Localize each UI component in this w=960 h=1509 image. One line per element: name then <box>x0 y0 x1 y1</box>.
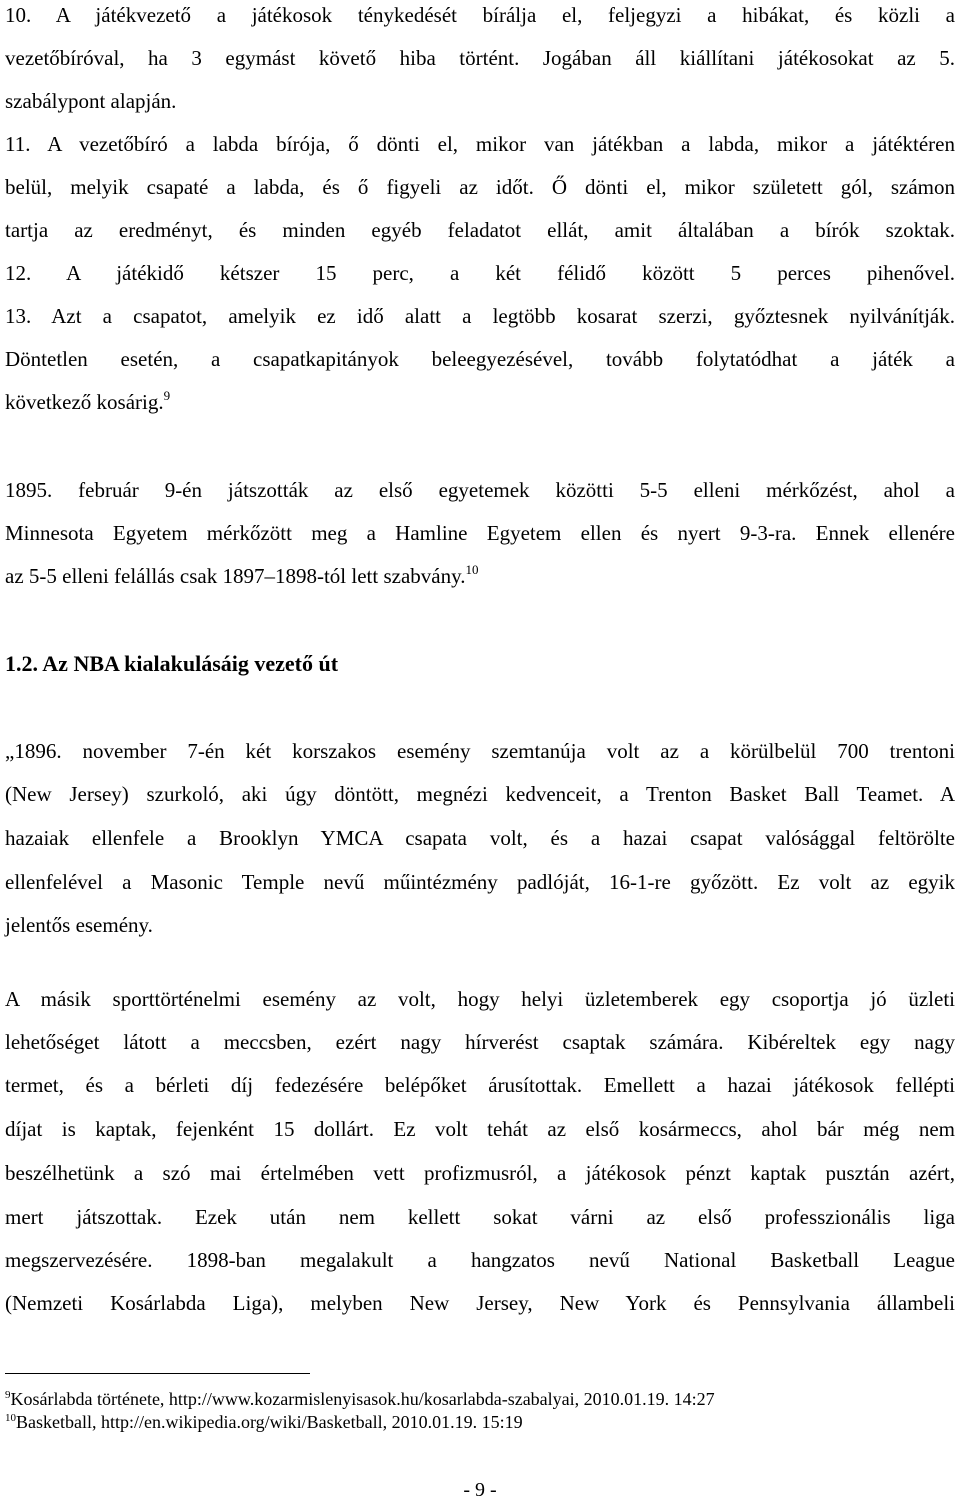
text-line: szabálypont alapján. <box>5 89 177 113</box>
text-line <box>5 563 955 589</box>
footnote-ref[interactable]: 10 <box>465 562 479 577</box>
text-line: ellenfelével a Masonic Temple nevű műintézmény padlóját, 16-1-re győzött. Ez volt az egyik <box>5 870 955 894</box>
section-heading: 1.2. Az NBA kialakulásáig vezető út <box>5 651 339 676</box>
text-line: mert játszottak. Ezek után nem kellett sokat várni az első professzionális liga <box>5 1205 955 1229</box>
text-line: 13. Azt a csapatot, amelyik ez idő alatt a legtöbb kosarat szerzi, győztesnek nyilvánítják. <box>5 304 955 328</box>
text-line: 1895. február 9-én játszották az első egyetemek közötti 5-5 elleni mérkőzést, ahol a <box>5 478 955 502</box>
footnote <box>5 1389 715 1409</box>
footnote <box>5 1412 523 1432</box>
text-line: díjat is kaptak, fejenként 15 dollárt. Ez volt tehát az első kosármeccs, ahol bár még nem <box>5 1117 955 1141</box>
text-line: belül, melyik csapaté a labda, és ő figyeli az időt. Ő dönti el, mikor született gól, számon <box>5 175 955 199</box>
text-line: Döntetlen esetén, a csapatkapitányok beleegyezésével, tovább folytatódhat a játék a <box>5 347 955 371</box>
text-span: az 5-5 elleni felállás csak 1897–1898-tól lett szabvány. <box>5 564 466 588</box>
text-line: vezetőbíróval, ha 3 egymást követő hiba történt. Jogában áll kiállítani játékosokat az 5. <box>5 46 955 70</box>
text-line: lehetőséget látott a meccsben, ezért nagy hírverést csaptak számára. Kibéreltek egy nagy <box>5 1030 955 1054</box>
text-span: következő kosárig. <box>5 390 164 414</box>
text-line: megszervezésére. 1898-ban megalakult a hangzatos nevű National Basketball League <box>5 1248 955 1272</box>
text-line: Minnesota Egyetem mérkőzött meg a Hamline Egyetem ellen és nyert 9-3-ra. Ennek ellenére <box>5 521 955 545</box>
text-line: jelentős esemény. <box>5 913 153 937</box>
page-number: - 9 - <box>463 1479 497 1501</box>
text-line: 10. A játékvezető a játékosok ténykedését bírálja el, feljegyzi a hibákat, és közli a <box>5 3 955 27</box>
text-line: A másik sporttörténelmi esemény az volt, hogy helyi üzletemberek egy csoportja jó üzleti <box>5 987 955 1011</box>
footnote-divider <box>5 1373 310 1374</box>
footnote-ref[interactable]: 9 <box>163 388 171 403</box>
text-line: termet, és a bérleti díj fedezésére belépőket árusítottak. Emellett a hazai játékosok fellépti <box>5 1073 955 1097</box>
text-line: tartja az eredményt, és minden egyéb feladatot ellát, amit általában a bírók szoktak. <box>5 218 955 242</box>
text-line: hazaiak ellenfele a Brooklyn YMCA csapata volt, és a hazai csapat valósággal feltörölte <box>5 826 955 850</box>
text-line: (Nemzeti Kosárlabda Liga), melyben New Jersey, New York és Pennsylvania állambeli <box>5 1291 955 1315</box>
footnote-number: 10 <box>5 1412 16 1424</box>
text-line: „1896. november 7-én két korszakos esemény szemtanúja volt az a körülbelül 700 trentoni <box>5 739 955 763</box>
text-line: (New Jersey) szurkoló, aki úgy döntött, megnézi kedvenceit, a Trenton Basket Ball Teamet. A <box>5 782 955 806</box>
text-line: beszélhetünk a szó mai értelmében vett profizmusról, a játékosok pénzt kaptak pusztán azért, <box>5 1161 955 1185</box>
text-line <box>5 389 955 415</box>
text-line: 11. A vezetőbíró a labda bírója, ő dönti el, mikor van játékban a labda, mikor a játéktéren <box>5 132 955 156</box>
footnote-text: Basketball, http://en.wikipedia.org/wiki/Basketball, 2010.01.19. 15:19 <box>16 1412 523 1432</box>
text-line: 12. A játékidő kétszer 15 perc, a két félidő között 5 perces pihenővel. <box>5 261 955 285</box>
footnote-text: Kosárlabda története, http://www.kozarmislenyisasok.hu/kosarlabda-szabalyai, 2010.01.19. 14:27 <box>10 1389 715 1409</box>
footnote-number: 9 <box>5 1389 11 1401</box>
